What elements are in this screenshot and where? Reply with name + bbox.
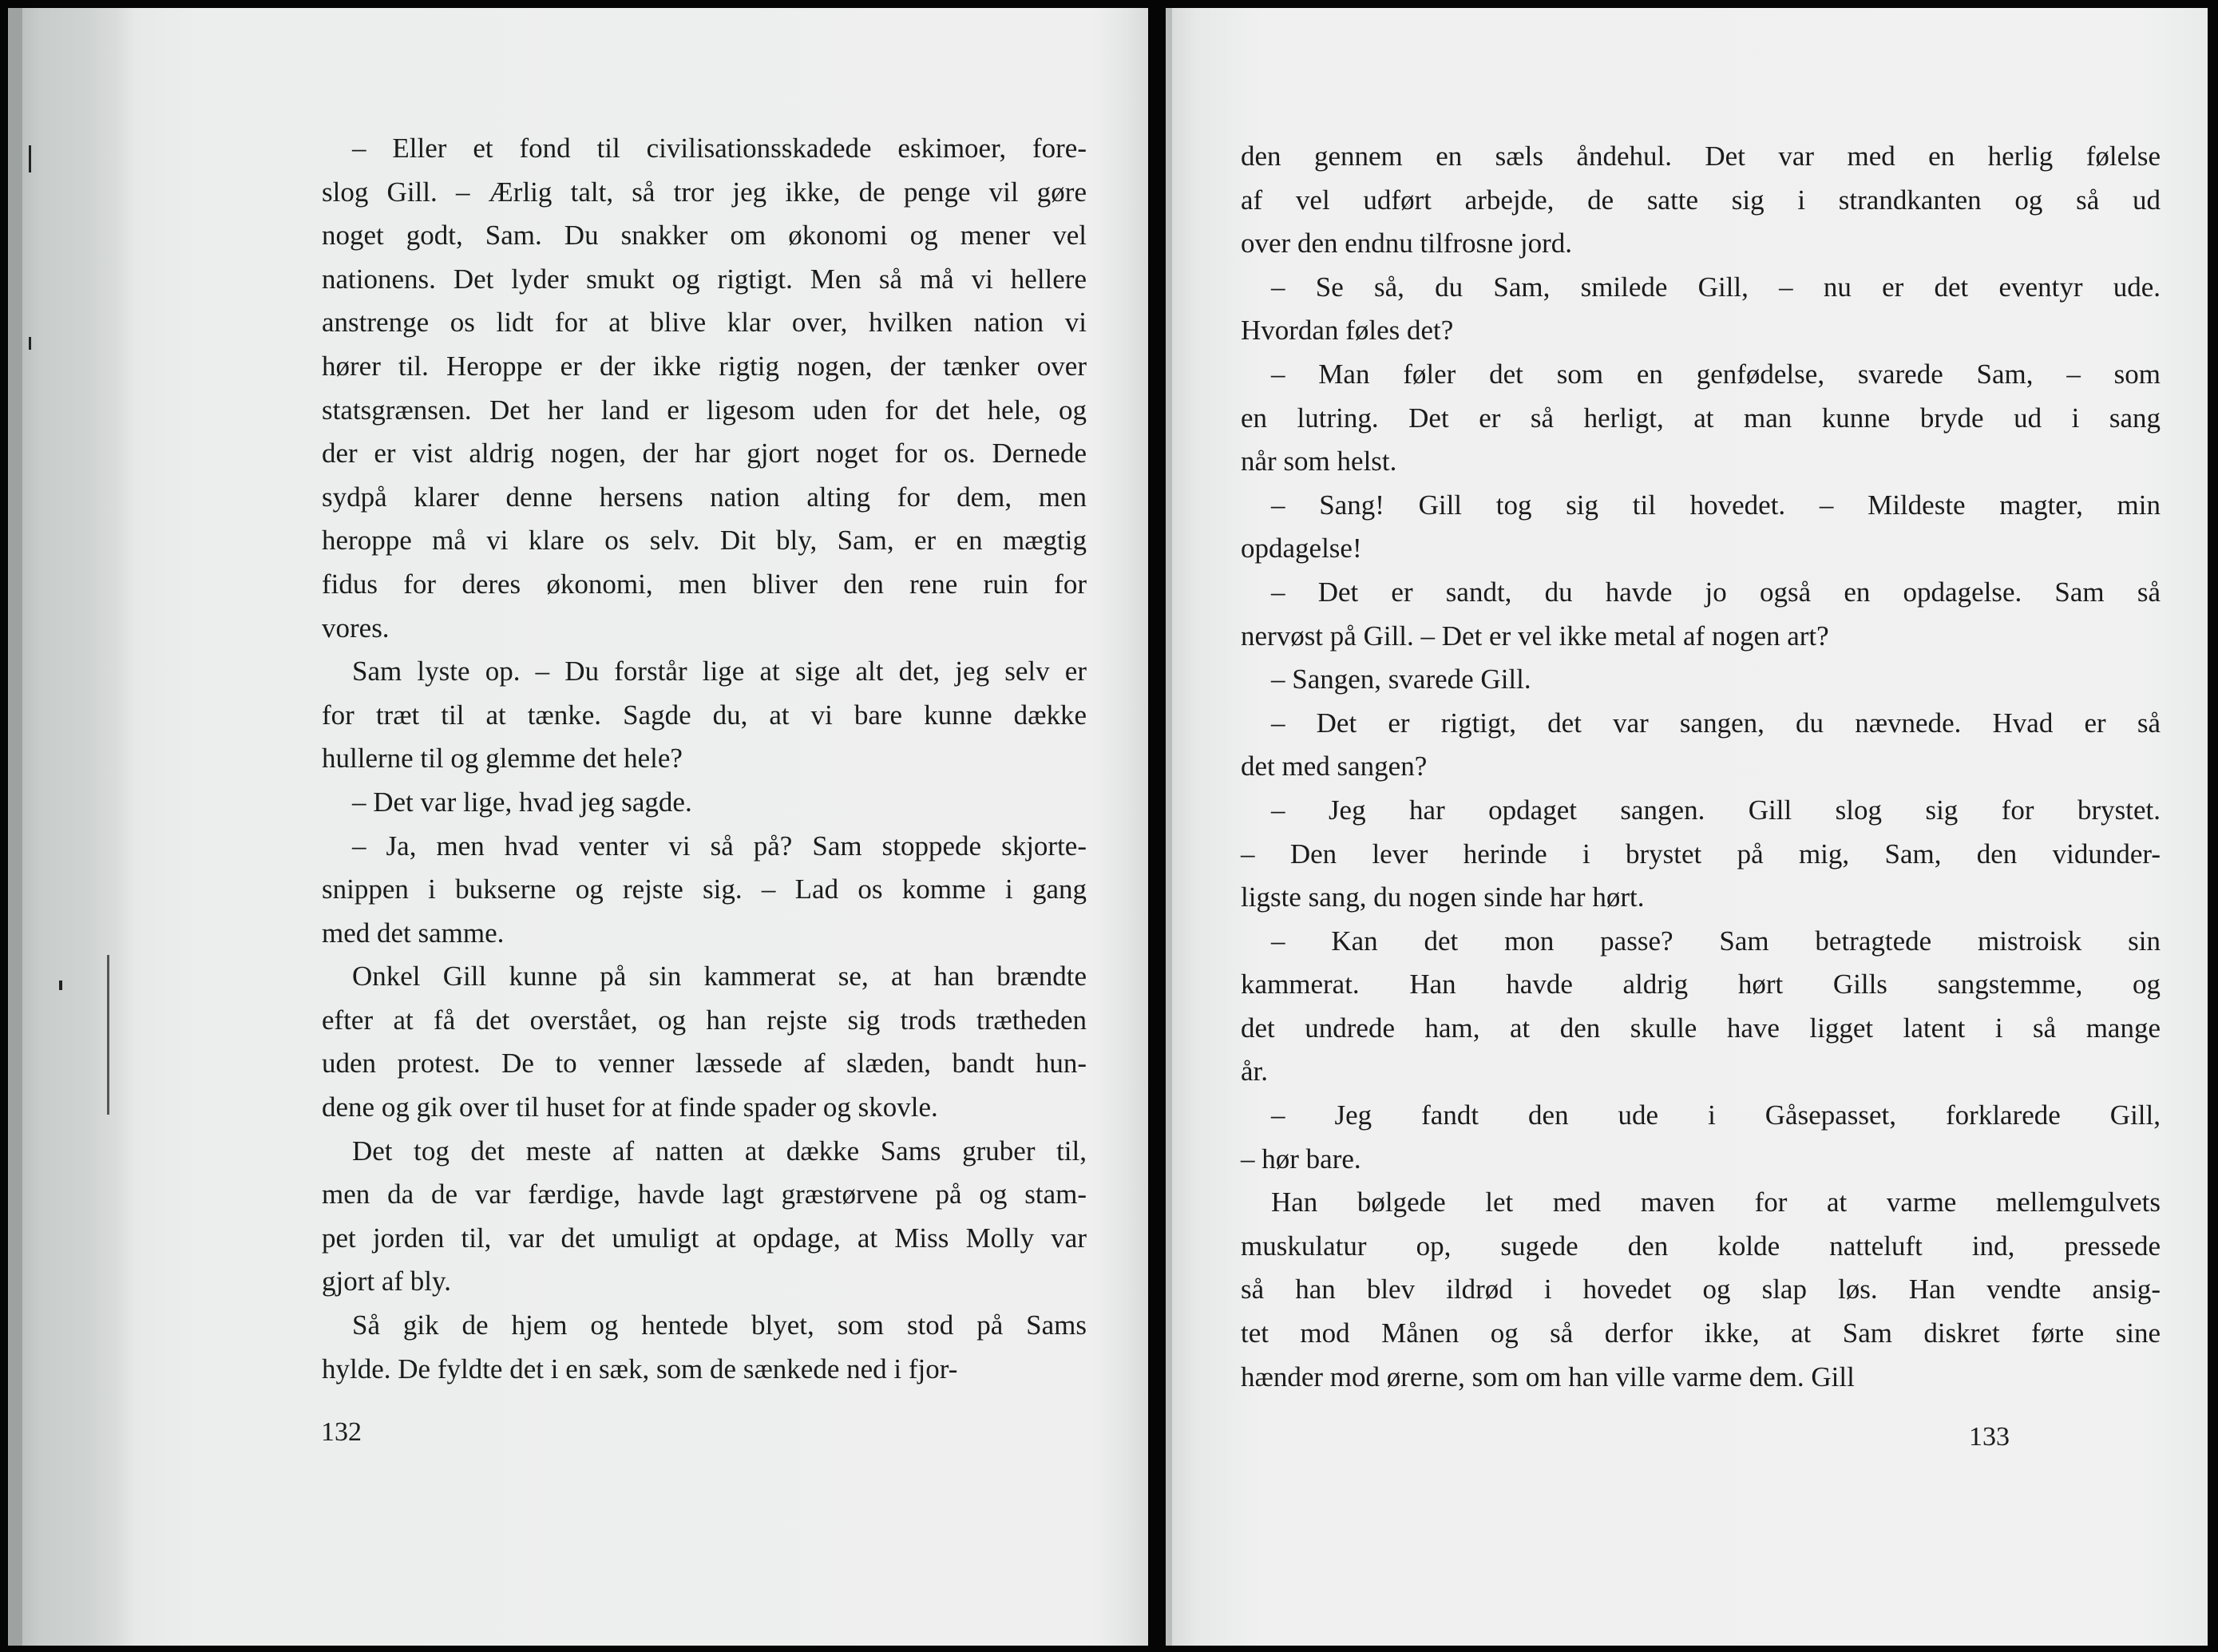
- text-line: – Det er rigtigt, det var sangen, du nævnede. Hvad er så: [1271, 707, 2161, 739]
- text-line: uden protest. De to venner læssede af slæden, bandt hun-: [322, 1048, 1087, 1080]
- text-line: – Kan det mon passe? Sam betragtede mistroisk sin: [1271, 925, 2161, 957]
- text-line: Onkel Gill kunne på sin kammerat se, at han brændte: [352, 961, 1087, 992]
- text-line: det med sangen?: [1241, 751, 1428, 782]
- text-line: år.: [1241, 1056, 1269, 1087]
- text-line: Sam lyste op. – Du forstår lige at sige alt det, jeg selv er: [352, 656, 1087, 687]
- text-line: pet jorden til, var det umuligt at opdage, at Miss Molly var: [322, 1222, 1087, 1254]
- paragraph: [322, 127, 1087, 650]
- margin-mark: [29, 145, 31, 172]
- text-line: – Sangen, svarede Gill.: [1271, 664, 1531, 695]
- right-page: [1166, 8, 2208, 1646]
- text-line: snippen i bukserne og rejste sig. – Lad os komme i gang: [322, 874, 1087, 905]
- text-line: noget godt, Sam. Du snakker om økonomi og mener vel: [322, 220, 1087, 252]
- page-edge-shadow: [1166, 8, 1172, 1646]
- text-line: Hvordan føles det?: [1241, 315, 1454, 347]
- text-line: statsgrænsen. Det her land er ligesom uden for det hele, og: [322, 394, 1087, 426]
- text-line: heroppe må vi klare os selv. Dit bly, Sam, er en mægtig: [322, 525, 1087, 557]
- paragraph: [322, 781, 1087, 825]
- text-line: – Det er sandt, du havde jo også en opdagelse. Sam så: [1271, 576, 2161, 608]
- text-line: – Eller et fond til civilisationsskadede eskimoer, fore-: [352, 133, 1087, 164]
- text-line: så han blev ildrød i hovedet og slap løs. Han vendte ansig-: [1241, 1274, 2161, 1305]
- text-line: hører til. Heroppe er der ikke rigtig nogen, der tænker over: [322, 350, 1087, 382]
- text-line: vores.: [322, 612, 390, 644]
- paragraph: [1241, 571, 2161, 658]
- paragraph: [1241, 658, 2161, 702]
- text-line: over den endnu tilfrosne jord.: [1241, 228, 1573, 259]
- text-line: sydpå klarer denne hersens nation alting for dem, men: [322, 481, 1087, 513]
- text-line: – Det var lige, hvad jeg sagde.: [352, 786, 692, 818]
- text-line: slog Gill. – Ærlig talt, så tror jeg ikke, de penge vil gøre: [322, 176, 1087, 208]
- paragraph: [322, 955, 1087, 1129]
- paragraph: [322, 825, 1087, 956]
- text-line: opdagelse!: [1241, 533, 1362, 565]
- paragraph: [1241, 702, 2161, 789]
- text-line: – hør bare.: [1241, 1143, 1361, 1175]
- text-line: nervøst på Gill. – Det er vel ikke metal af nogen art?: [1241, 620, 1829, 652]
- paragraph: [1241, 789, 2161, 920]
- text-line: med det samme.: [322, 917, 505, 949]
- text-line: dene og gik over til huset for at finde spader og skovle.: [322, 1091, 938, 1123]
- text-line: – Ja, men hvad venter vi så på? Sam stoppede skjorte-: [352, 830, 1087, 862]
- margin-mark: [107, 955, 109, 1115]
- text-line: hænder mod ørerne, som om han ville varme dem. Gill: [1241, 1361, 1855, 1393]
- text-line: – Se så, du Sam, smilede Gill, – nu er det eventyr ude.: [1271, 271, 2161, 303]
- text-line: ligste sang, du nogen sinde har hørt.: [1241, 881, 1645, 913]
- text-line: tet mod Månen og så derfor ikke, at Sam diskret førte sine: [1241, 1317, 2161, 1349]
- paragraph: [1241, 266, 2161, 353]
- page-number: 132: [321, 1417, 362, 1447]
- text-line: men da de var færdige, havde lagt græstørvene på og stam-: [322, 1179, 1087, 1210]
- text-line: – Den lever herinde i brystet på mig, Sam, den vidunder-: [1241, 838, 2161, 870]
- paragraph: [322, 1130, 1087, 1304]
- text-line: gjort af bly.: [322, 1266, 451, 1297]
- text-line: Det tog det meste af natten at dække Sams gruber til,: [352, 1135, 1087, 1167]
- text-line: fidus for deres økonomi, men bliver den rene ruin for: [322, 568, 1087, 600]
- text-line: kammerat. Han havde aldrig hørt Gills sangstemme, og: [1241, 969, 2161, 1000]
- paragraph: [1241, 484, 2161, 571]
- text-line: – Sang! Gill tog sig til hovedet. – Mildeste magter, min: [1271, 489, 2161, 521]
- text-line: – Jeg har opdaget sangen. Gill slog sig for brystet.: [1271, 794, 2161, 826]
- paragraph: [322, 1304, 1087, 1391]
- text-line: for træt til at tænke. Sagde du, at vi bare kunne dække: [322, 699, 1087, 731]
- text-line: hullerne til og glemme det hele?: [322, 743, 683, 774]
- text-line: nationens. Det lyder smukt og rigtigt. Men så må vi hellere: [322, 263, 1087, 295]
- page-edge-shadow: [8, 8, 22, 1646]
- text-line: den gennem en sæls åndehul. Det var med en herlig følelse: [1241, 141, 2161, 172]
- text-line: efter at få det overstået, og han rejste sig trods trætheden: [322, 1004, 1087, 1036]
- text-line: når som helst.: [1241, 446, 1397, 477]
- page-number: 133: [1969, 1422, 2010, 1452]
- text-line: – Man føler det som en genfødelse, svarede Sam, – som: [1271, 358, 2161, 390]
- left-page: [8, 8, 1148, 1646]
- text-line: Så gik de hjem og hentede blyet, som stod på Sams: [352, 1309, 1087, 1341]
- paragraph: [1241, 920, 2161, 1094]
- text-line: Han bølgede let med maven for at varme mellemgulvets: [1271, 1187, 2161, 1218]
- margin-mark: [59, 981, 62, 990]
- text-line: der er vist aldrig nogen, der har gjort noget for os. Dernede: [322, 438, 1087, 469]
- paragraph: [1241, 135, 2161, 266]
- text-line: det undrede ham, at den skulle have ligget latent i så mange: [1241, 1012, 2161, 1044]
- paragraph: [1241, 353, 2161, 484]
- right-page-body: [1241, 135, 2161, 1399]
- text-line: – Jeg fandt den ude i Gåsepasset, forklarede Gill,: [1271, 1099, 2161, 1131]
- margin-mark: [29, 337, 31, 350]
- text-line: hylde. De fyldte det i en sæk, som de sænkede ned i fjor-: [322, 1353, 958, 1385]
- text-line: muskulatur op, sugede den kolde natteluft ind, pressede: [1241, 1230, 2161, 1262]
- text-line: anstrenge os lidt for at blive klar over, hvilken nation vi: [322, 307, 1087, 339]
- text-line: af vel udført arbejde, de satte sig i strandkanten og så ud: [1241, 184, 2161, 216]
- paragraph: [322, 650, 1087, 781]
- text-line: en lutring. Det er så herligt, at man kunne bryde ud i sang: [1241, 402, 2161, 434]
- left-page-body: [322, 127, 1087, 1391]
- paragraph: [1241, 1094, 2161, 1181]
- paragraph: [1241, 1181, 2161, 1399]
